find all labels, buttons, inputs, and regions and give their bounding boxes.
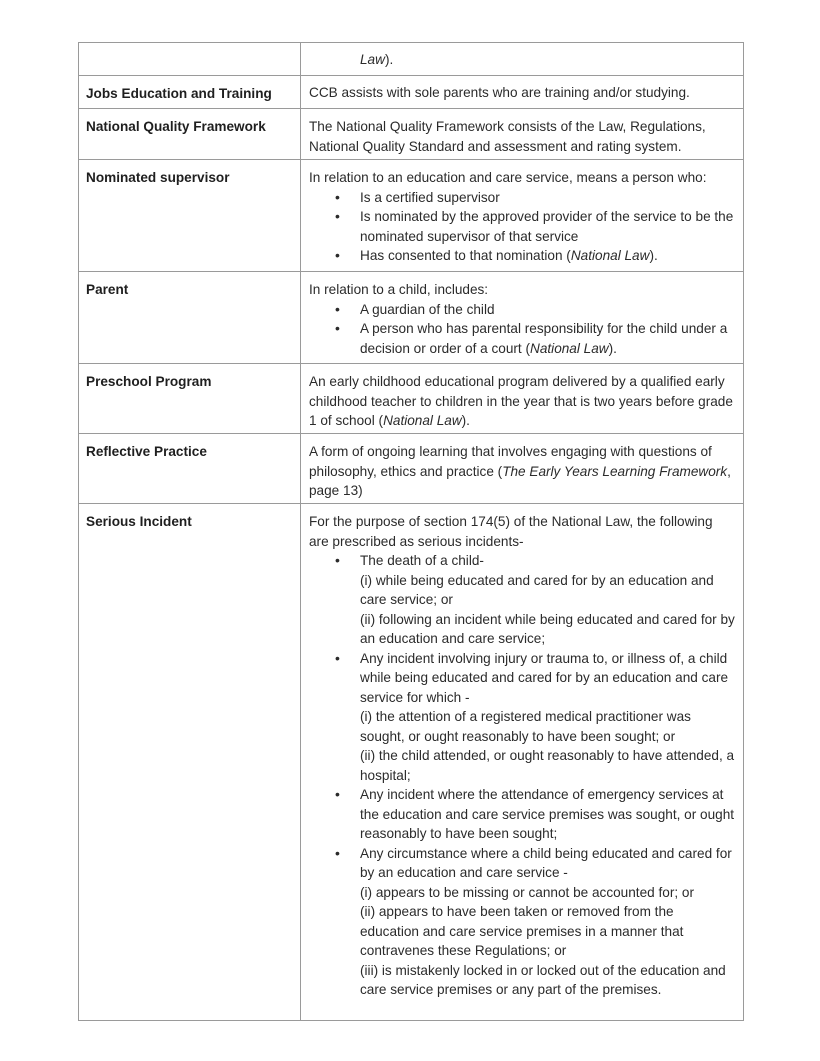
definition-lead: An early childhood educational program delivered by a qualified early childhood teacher to children in the year that is two years before grade 1 of school ( — [309, 374, 733, 428]
list-item: • Is a certified supervisor — [360, 188, 735, 208]
definition-tail: ). — [384, 52, 394, 67]
definition-intro: In relation to a child, includes: — [309, 282, 489, 297]
term-label: Parent — [86, 282, 129, 297]
list-item — [360, 246, 735, 266]
table-row — [79, 272, 744, 364]
table-row — [79, 364, 744, 434]
term-label: Nominated supervisor — [86, 170, 230, 185]
term-cell — [79, 76, 301, 109]
list-item-text: • Any circumstance where a child being educated and cared for by an education and care service - — [360, 845, 732, 880]
definition-italic: The Early Years Learning Framework — [502, 463, 728, 479]
definition-cell — [301, 272, 744, 364]
definition-text: The National Quality Framework consists of the Law, Regulations, National Quality Standard and assessment and rating system. — [309, 119, 706, 154]
sub-item: (ii) appears to have been taken or removed from the education and care service premises in a manner that contravenes these Regulations; or — [360, 904, 684, 958]
list-item-text: • The death of a child- — [360, 553, 484, 568]
table-row — [79, 76, 744, 109]
definition-tail: ). — [461, 413, 470, 428]
definition-italic: Law — [360, 52, 385, 67]
sub-item: (i) while being educated and cared for by an education and care service; or — [360, 572, 714, 607]
list-item-tail: ). — [608, 340, 617, 356]
sub-item: (iii) is mistakenly locked in or locked out of the education and care service premises or any part of the premises. — [360, 962, 726, 997]
bullet-list — [309, 300, 735, 359]
table-row — [79, 109, 744, 160]
list-item-text: A person who has parental responsibility for the child under a decision or order of a court ( — [360, 321, 728, 356]
definition-cell — [301, 504, 744, 1021]
term-cell — [79, 364, 301, 434]
term-label: Serious Incident — [86, 514, 192, 529]
term-cell — [79, 272, 301, 364]
definition-tail: , page 13) — [309, 463, 731, 498]
bullet-list — [309, 188, 735, 266]
list-item-text: Has consented to that nomination ( — [360, 248, 571, 263]
definition-cell — [301, 160, 744, 272]
definition-lead: A form of ongoing learning that involves engaging with questions of philosophy, ethics and practice ( — [309, 444, 712, 479]
definition-intro: For the purpose of section 174(5) of the National Law, the following are prescribed as serious incidents- — [309, 514, 713, 549]
list-item — [360, 649, 735, 786]
term-label: Reflective Practice — [86, 444, 207, 459]
list-item — [360, 551, 735, 649]
definition-cell — [301, 364, 744, 434]
glossary-table — [78, 42, 744, 1021]
list-item: • Is nominated by the approved provider of the service to be the nominated supervisor of that service — [360, 207, 735, 246]
definition-text — [309, 372, 735, 431]
definition-text — [309, 442, 735, 501]
list-item-italic: National Law — [570, 248, 650, 263]
term-label — [79, 43, 300, 51]
bullet-list — [309, 551, 735, 1000]
definition-cell — [301, 76, 744, 109]
term-cell — [79, 504, 301, 1021]
definition-cell — [301, 109, 744, 160]
definition-text: CCB assists with sole parents who are training and/or studying. — [309, 85, 690, 100]
table-row — [79, 43, 744, 76]
term-label: Preschool Program — [86, 374, 212, 389]
list-item-text: • Any incident involving injury or trauma to, or illness of, a child while being educated and cared for by an education and care service for which - — [360, 650, 729, 705]
term-label: National Quality Framework — [86, 119, 266, 134]
definition-cell — [301, 434, 744, 504]
list-item: • A guardian of the child — [360, 300, 735, 320]
list-item-italic: National Law — [530, 340, 609, 356]
sub-item: (i) appears to be missing or cannot be accounted for; or — [360, 884, 694, 900]
definition-text — [309, 50, 735, 70]
table-row — [79, 434, 744, 504]
term-label: Jobs Education and Training — [86, 86, 272, 101]
definition-italic: National Law — [383, 413, 462, 428]
term-cell — [79, 434, 301, 504]
sub-item: (ii) the child attended, or ought reasonably to have attended, a hospital; — [360, 748, 735, 783]
sub-item: (ii) following an incident while being educated and cared for by an education and care service; — [360, 611, 735, 646]
definition-cell — [301, 43, 744, 76]
list-item-tail: ). — [649, 248, 658, 263]
sub-item: (i) the attention of a registered medical practitioner was sought, or ought reasonably to have been sought; or — [360, 709, 691, 744]
term-cell — [79, 160, 301, 272]
list-item-text: • Any incident where the attendance of emergency services at the education and care service premises was sought, or ought reasonably to have been sought; — [360, 787, 735, 841]
list-item — [360, 844, 735, 1000]
term-cell — [79, 43, 301, 76]
term-cell — [79, 109, 301, 160]
table-row — [79, 504, 744, 1021]
list-item — [360, 785, 735, 844]
definition-intro: In relation to an education and care service, means a person who: — [309, 170, 707, 185]
table-row — [79, 160, 744, 272]
list-item — [360, 319, 735, 358]
